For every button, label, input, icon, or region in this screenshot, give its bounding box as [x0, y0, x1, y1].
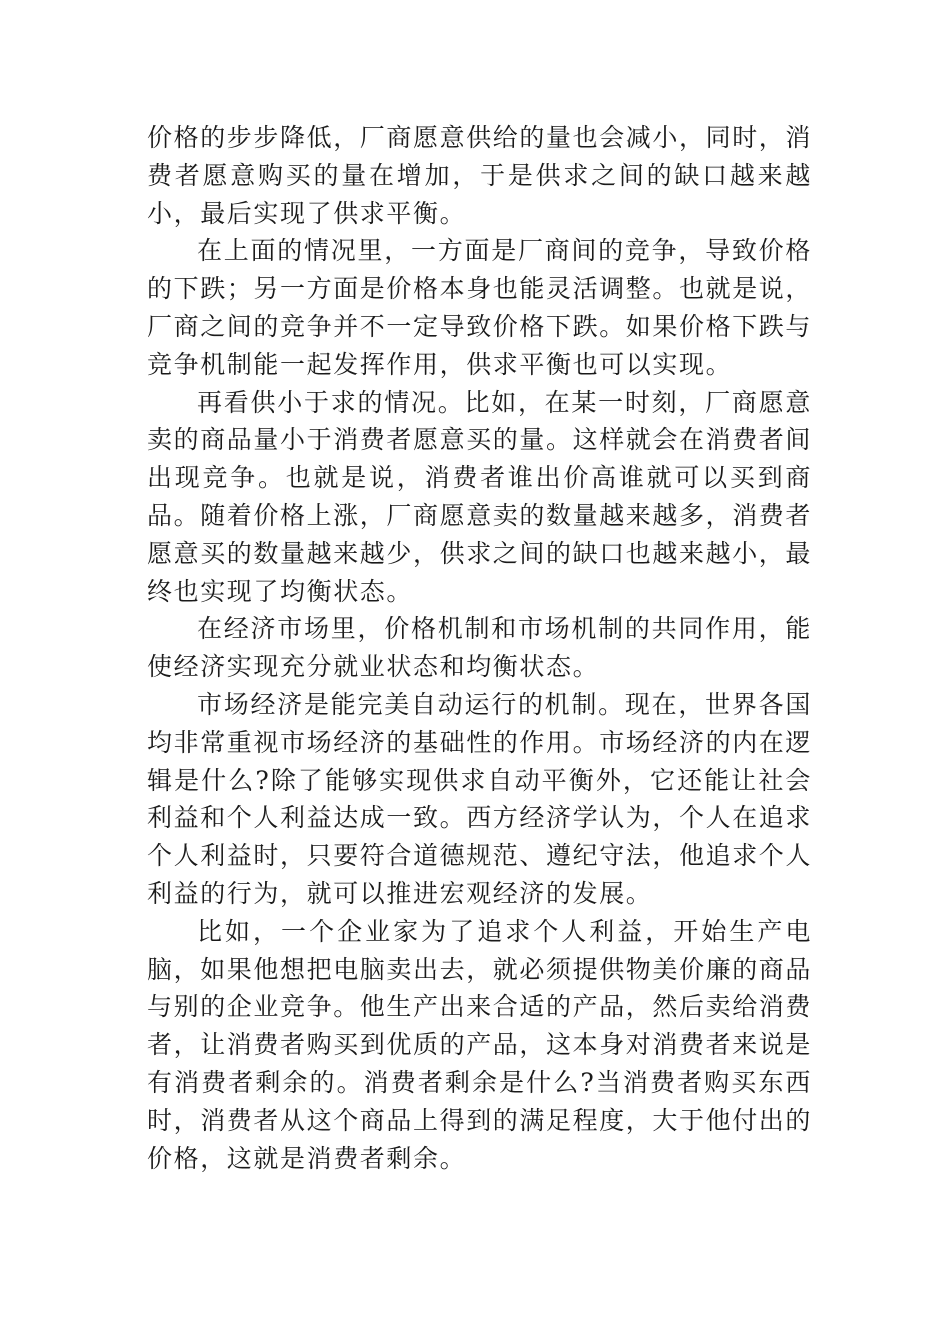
- paragraph: 比如，一个企业家为了追求个人利益，开始生产电脑，如果他想把电脑卖出去，就必须提供物美价廉的商品与别的企业竞争。他生产出来合适的产品，然后卖给消费者，让消费者购买到优质的产品，这本身对消费者来说是有消费者剩余的。消费者剩余是什么?当消费者购买东西时，消费者从这个商品上得到的满足程度，大于他付出的价格，这就是消费者剩余。: [147, 916, 813, 1173]
- paragraph: 市场经济是能完美自动运行的机制。现在，世界各国均非常重视市场经济的基础性的作用。市场经济的内在逻辑是什么?除了能够实现供求自动平衡外，它还能让社会利益和个人利益达成一致。西方经济学认为，个人在追求个人利益时，只要符合道德规范、遵纪守法，他追求个人利益的行为，就可以推进宏观经济的发展。: [147, 689, 813, 908]
- paragraph-continued: 价格的步步降低，厂商愿意供给的量也会减小，同时，消费者愿意购买的量在增加，于是供求之间的缺口越来越小，最后实现了供求平衡。: [147, 123, 813, 228]
- paragraph: 再看供小于求的情况。比如，在某一时刻，厂商愿意卖的商品量小于消费者愿意买的量。这样就会在消费者间出现竞争。也就是说，消费者谁出价高谁就可以买到商品。随着价格上涨，厂商愿意卖的数量越来越多，消费者愿意买的数量越来越少，供求之间的缺口也越来越小，最终也实现了均衡状态。: [147, 387, 813, 606]
- document-body: [147, 119, 812, 1177]
- paragraph: 在经济市场里，价格机制和市场机制的共同作用，能使经济实现充分就业状态和均衡状态。: [147, 614, 812, 682]
- paragraph: 在上面的情况里，一方面是厂商间的竞争，导致价格的下跌；另一方面是价格本身也能灵活调整。也就是说，厂商之间的竞争并不一定导致价格下跌。如果价格下跌与竞争机制能一起发挥作用，供求平衡也可以实现。: [147, 236, 813, 379]
